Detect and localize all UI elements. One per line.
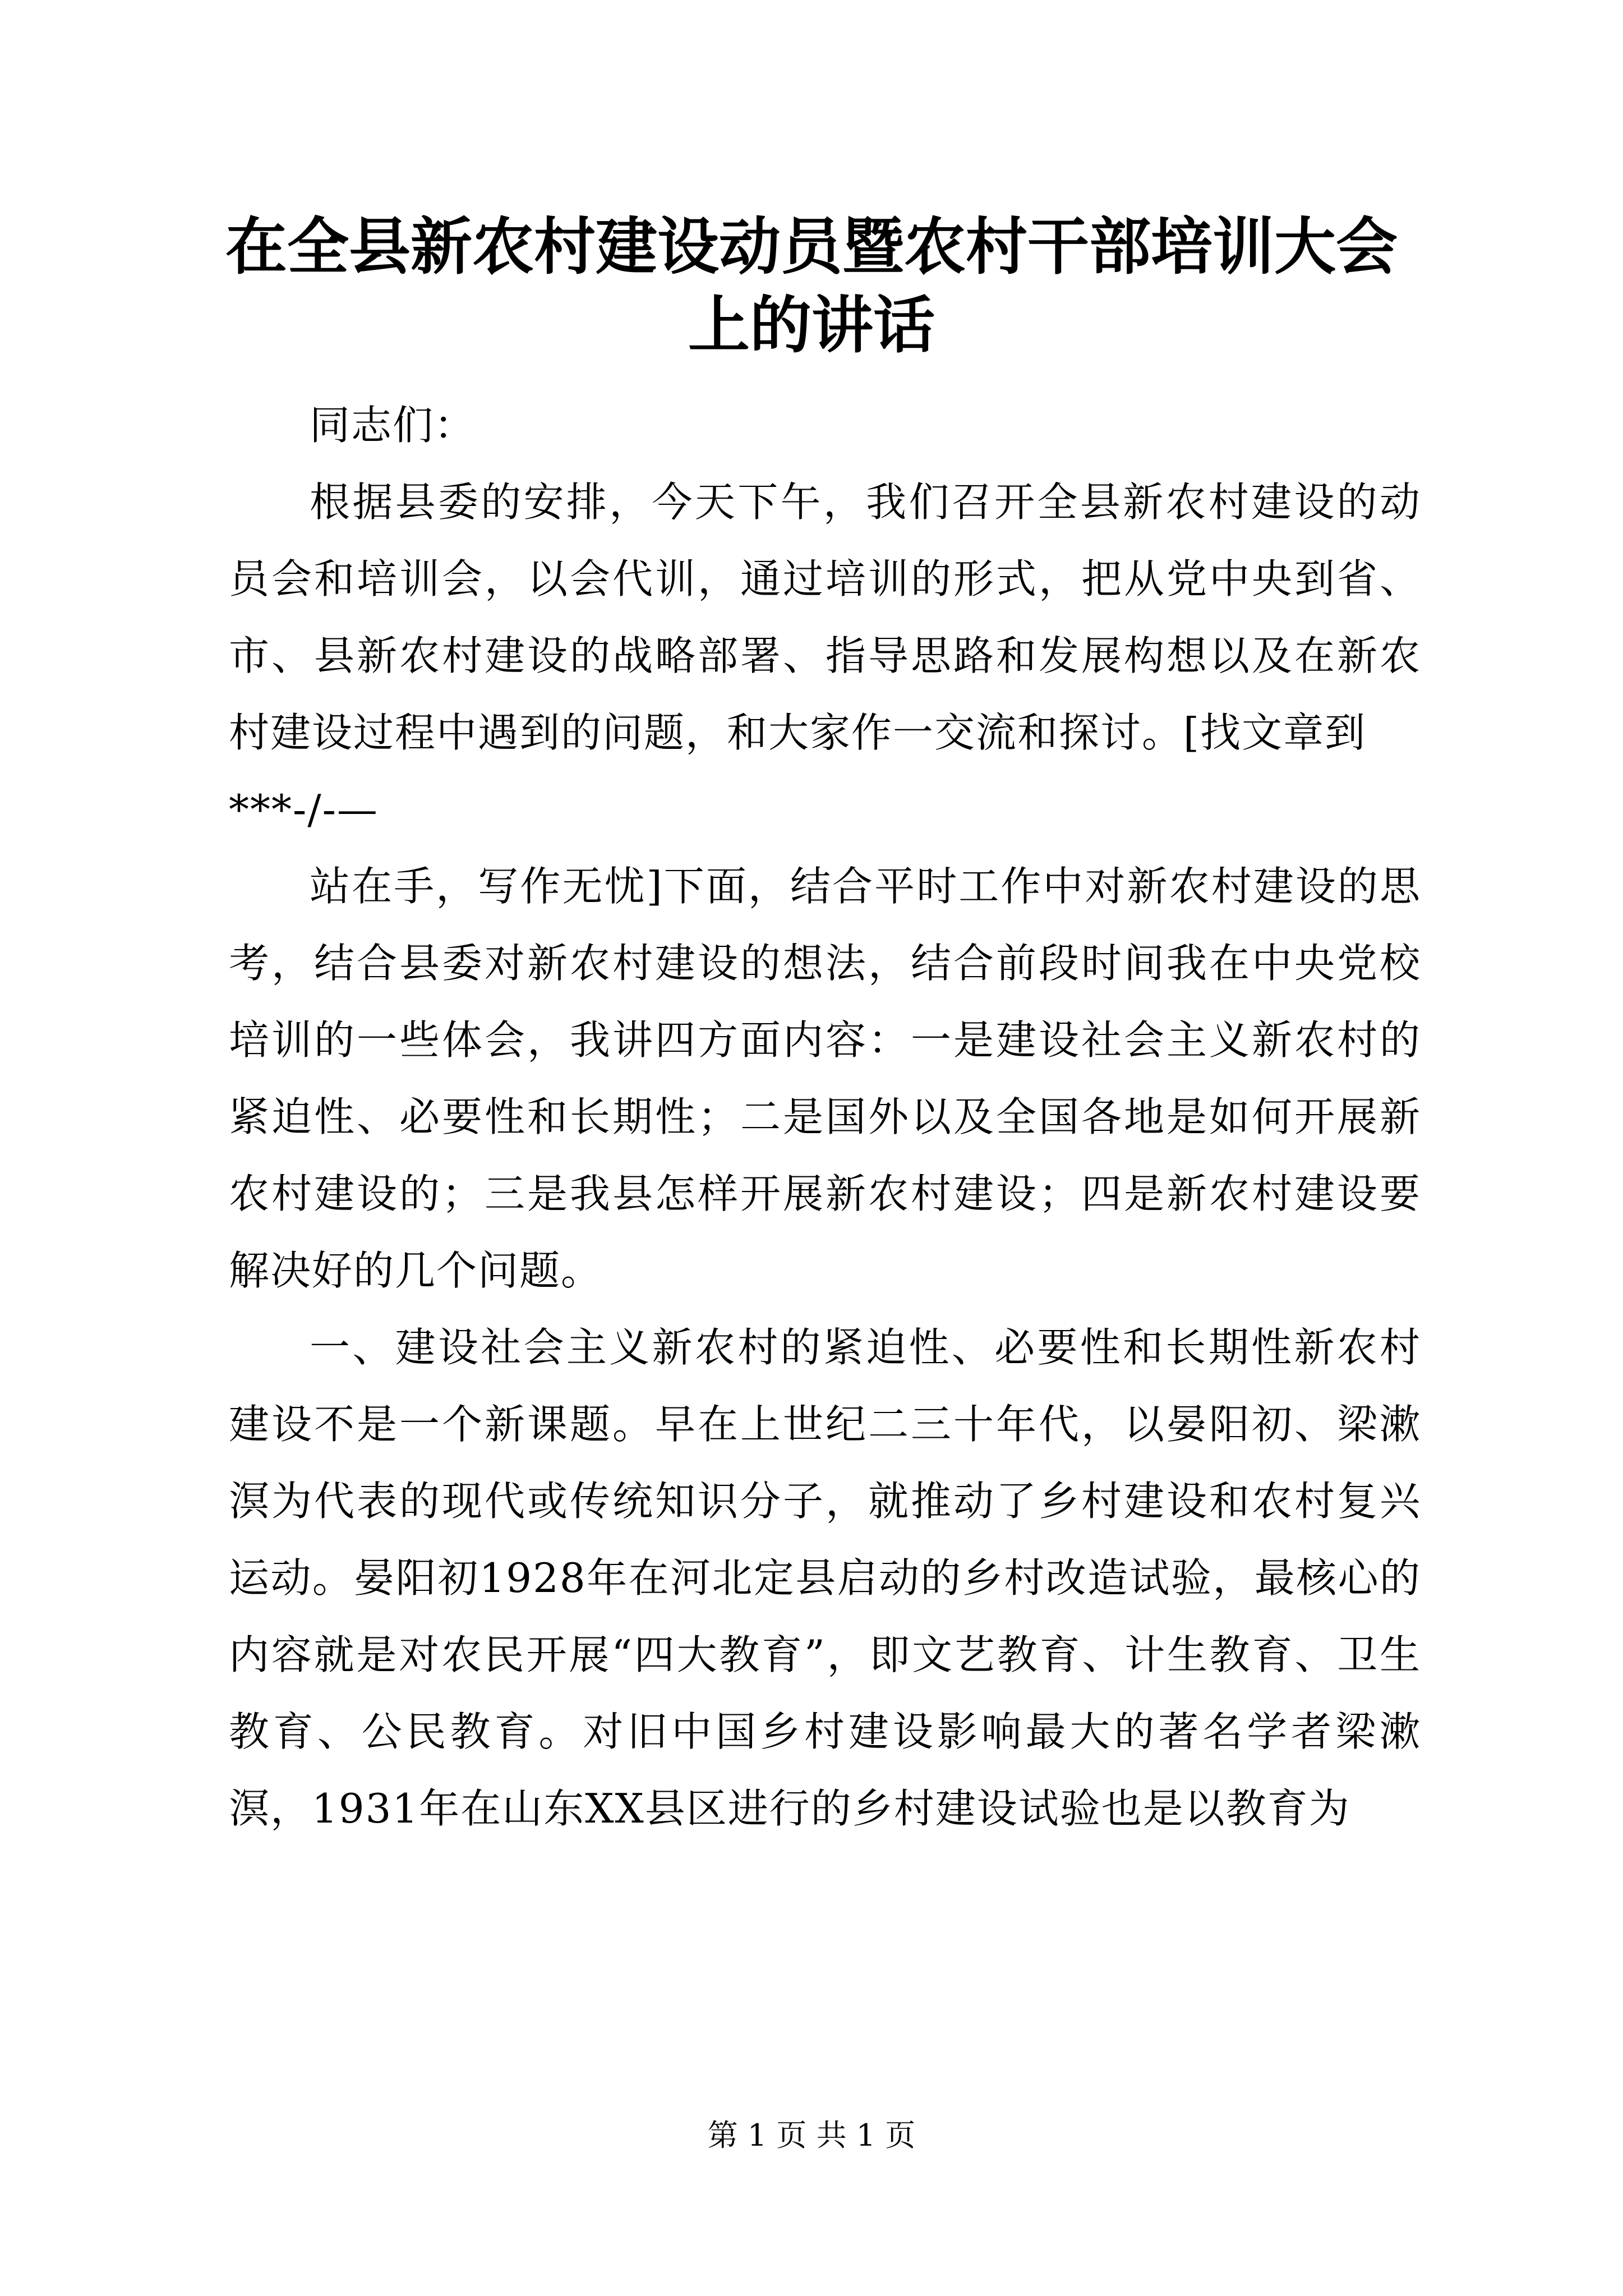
page-footer: 第 1 页 共 1 页 — [707, 2118, 916, 2153]
link-fragment: ***-/-— — [229, 786, 379, 833]
document-title: 在全县新农村建设动员暨农村干部培训大会上的讲话 — [225, 210, 1398, 361]
intro-paragraph: 根据县委的安排，今天下午，我们召开全县新农村建设的动员会和培训会，以会代训，通过培训的形式，把从党中央到省、市、县新农村建设的战略部署、指导思路和发展构想以及在新农村建设过程中遇到的问题，和大家作一交流和探讨。[找文章到 — [229, 478, 1421, 756]
outline-paragraph: 站在手，写作无忧]下面，结合平时工作中对新农村建设的思考，结合县委对新农村建设的想法，结合前段时间我在中央党校培训的一些体会，我讲四方面内容：一是建设社会主义新农村的紧迫性、必要性和长期性；二是国外以及全国各地是如何开展新农村建设的；三是我县怎样开展新农村建设；四是新农村建设要解决好的几个问题。 — [229, 863, 1421, 1294]
salutation-paragraph: 同志们： — [310, 402, 476, 449]
section-one-paragraph: 一、建设社会主义新农村的紧迫性、必要性和长期性新农村建设不是一个新课题。早在上世纪二三十年代，以晏阳初、梁漱溟为代表的现代或传统知识分子，就推动了乡村建设和农村复兴运动。晏阳初1928年在河北定县启动的乡村改造试验，最核心的内容就是对农民开展“四大教育”，即文艺教育、计生教育、卫生教育、公民教育。对旧中国乡村建设影响最大的著名学者梁漱溟，1931年在山东XX县区进行的乡村建设试验也是以教育为 — [229, 1324, 1421, 1832]
document-body — [229, 387, 1421, 1847]
